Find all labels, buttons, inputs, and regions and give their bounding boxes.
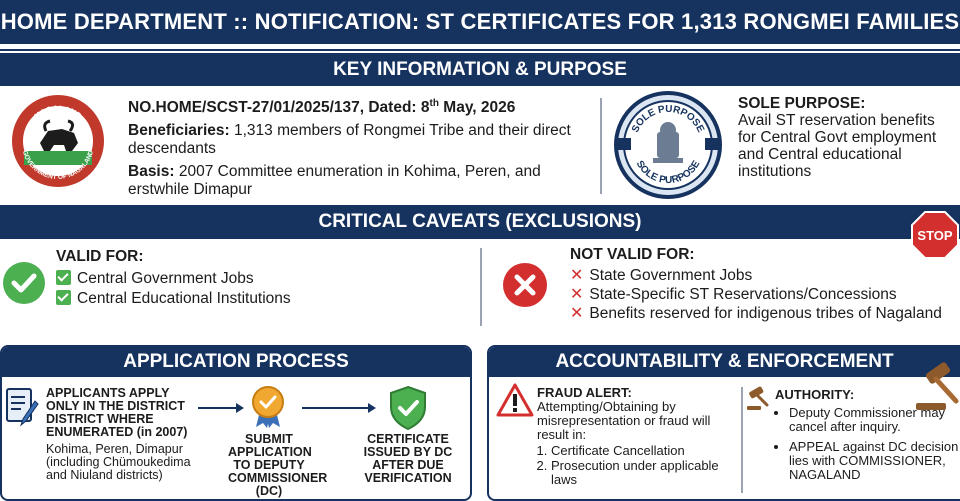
fraud-consequences-list <box>537 444 737 487</box>
basis-line <box>128 163 588 199</box>
accountability-heading: ACCOUNTABILITY & ENFORCEMENT <box>489 347 960 377</box>
notification-date: May, 2026 <box>438 99 516 117</box>
emblem-bottom-text: SOLE PURPOSE <box>633 158 703 187</box>
document-pen-icon <box>5 387 39 427</box>
sole-purpose-label: SOLE PURPOSE: <box>738 95 866 112</box>
authority-block <box>775 388 960 488</box>
arrow-right-icon <box>302 407 374 409</box>
list-item: • Deputy Commissioner may cancel after inquiry. <box>789 406 960 434</box>
application-process-panel <box>0 345 472 501</box>
invalid-item <box>570 266 960 285</box>
divider <box>0 49 960 51</box>
award-medal-icon <box>250 385 286 429</box>
page-title: HOME DEPARTMENT :: NOTIFICATION: ST CERTIFICATES FOR 1,313 RONGMEI FAMILIES <box>0 0 960 44</box>
step-apply-title: APPLICANTS APPLY ONLY IN THE DISTRICT DISTRICT WHERE ENUMERATED (in 2007) <box>46 386 188 439</box>
invalid-x-icon <box>502 262 548 308</box>
date-suffix: th <box>429 98 439 109</box>
accountability-panel <box>487 345 960 501</box>
stop-sign-label: STOP <box>917 228 953 243</box>
step-submit-application: SUBMIT APPLICATION TO DEPUTY COMMISSIONER (DC) <box>228 432 328 498</box>
x-mark-icon: ✕ <box>570 267 584 284</box>
valid-for-block <box>56 247 291 309</box>
checkbox-checked-icon <box>56 290 71 305</box>
caveats-heading: CRITICAL CAVEATS (EXCLUSIONS) <box>0 205 960 239</box>
beneficiaries-value: 1,313 members of Rongmei Tribe and their direct descendants <box>128 122 571 158</box>
invalid-item-text: Benefits reserved for indigenous tribes of Nagaland <box>589 305 942 322</box>
seal-bottom-text: GOVERNMENT OF NAGALAND <box>20 149 96 182</box>
invalid-item <box>570 285 960 304</box>
invalid-item <box>570 304 960 323</box>
step-apply-districts: Kohima, Peren, Dimapur (including Chümoukedima and Niuland districts) <box>46 442 191 482</box>
invalid-item-text: State Government Jobs <box>589 267 753 284</box>
list-item: 1. Certificate Cancellation <box>551 444 737 458</box>
not-valid-for-block <box>570 245 960 323</box>
basis-label: Basis: <box>128 163 175 181</box>
authority-list <box>775 406 960 482</box>
invalid-item-text: State-Specific ST Reservations/Concessions <box>589 286 897 303</box>
verified-shield-icon <box>388 385 428 431</box>
caveat-divider <box>480 248 482 326</box>
valid-item-text: Central Educational Institutions <box>77 290 291 307</box>
sole-purpose-block <box>738 95 956 180</box>
beneficiaries-label: Beneficiaries: <box>128 122 230 140</box>
not-valid-for-heading: NOT VALID FOR: <box>570 246 695 263</box>
fraud-alert-heading: FRAUD ALERT: <box>537 385 632 400</box>
checkbox-checked-icon <box>56 270 71 285</box>
beneficiaries-line <box>128 122 588 158</box>
emblem-top-text: SOLE PURPOSE <box>629 103 707 135</box>
valid-item-text: Central Government Jobs <box>77 270 254 287</box>
list-item: • APPEAL against DC decision lies with COMMISSIONER, NAGALAND <box>789 440 960 482</box>
nagaland-seal-icon <box>10 93 106 189</box>
step-certificate-issued: CERTIFICATE ISSUED BY DC AFTER DUE VERIFICATION <box>363 432 453 485</box>
accountability-divider <box>741 387 743 493</box>
valid-for-heading: VALID FOR: <box>56 248 144 265</box>
authority-heading: AUTHORITY: <box>775 387 855 402</box>
fraud-alert-text: Attempting/Obtaining by misrepresentation or fraud will result in: <box>537 399 711 442</box>
valid-check-icon <box>2 261 46 305</box>
arrow-right-icon <box>198 407 242 409</box>
sole-purpose-text: Avail ST reservation benefits for Central Govt employment and Central educational institutions <box>738 112 937 180</box>
warning-triangle-icon <box>496 383 534 417</box>
sole-purpose-emblem-icon <box>613 90 723 200</box>
list-item: 2. Prosecution under applicable laws <box>551 459 737 487</box>
valid-item <box>56 269 291 289</box>
key-info-details <box>128 95 588 204</box>
application-process-heading: APPLICATION PROCESS <box>2 347 470 377</box>
basis-value: 2007 Committee enumeration in Kohima, Peren, and erstwhile Dimapur <box>128 163 541 199</box>
x-mark-icon: ✕ <box>570 305 584 322</box>
notification-number-text: NO.HOME/SCST-27/01/2025/137, Dated: 8 <box>128 99 430 117</box>
gavel-icon <box>745 385 773 411</box>
notification-number <box>128 95 588 117</box>
key-info-heading: KEY INFORMATION & PURPOSE <box>0 53 960 86</box>
fraud-alert-block <box>537 386 737 488</box>
x-mark-icon: ✕ <box>570 286 584 303</box>
section-divider <box>600 98 602 194</box>
seal-top-text: NAGALAND <box>32 103 84 121</box>
valid-item <box>56 289 291 309</box>
step-apply-in-district <box>46 387 196 482</box>
